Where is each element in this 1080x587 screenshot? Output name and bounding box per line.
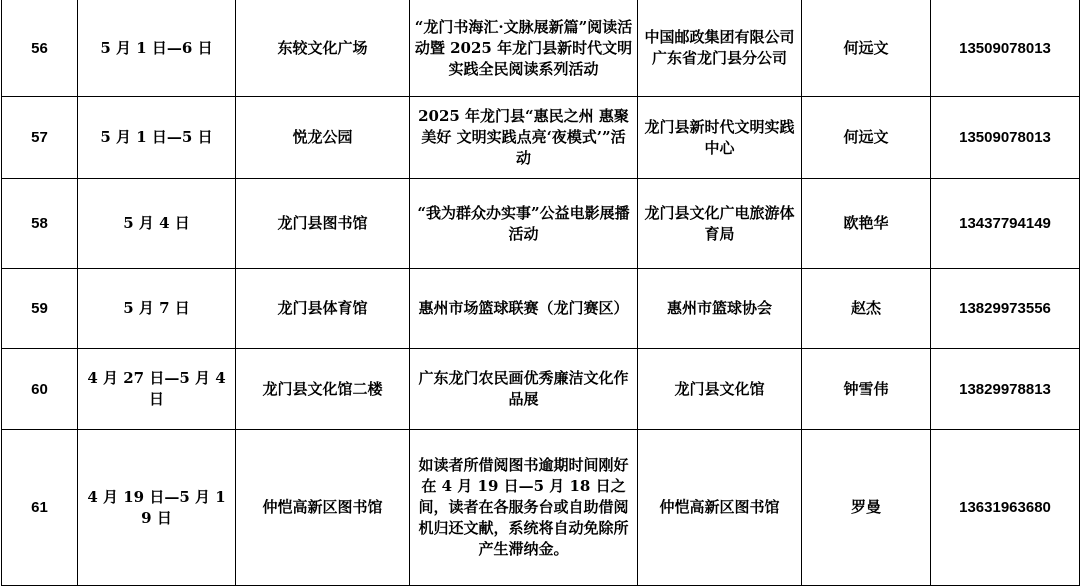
activity-content: 如读者所借阅图书逾期时间刚好在 4 月 19 日—5 月 18 日之间，读者在各服务台或自助借阅机归还文献，系统将自动免除所产生滞纳金。 [410, 430, 638, 586]
organizer: 仲恺高新区图书馆 [638, 430, 802, 586]
contact-phone: 13829973556 [931, 269, 1080, 349]
row-number: 58 [2, 179, 78, 269]
row-number: 57 [2, 97, 78, 179]
contact-phone: 13631963680 [931, 430, 1080, 586]
table-row [2, 269, 1080, 349]
activity-content: 惠州市场篮球联赛（龙门赛区） [410, 269, 638, 349]
contact-phone: 13509078013 [931, 97, 1080, 179]
activity-content: “龙门书海汇·文脉展新篇”阅读活动暨 2025 年龙门县新时代文明实践全民阅读系列活动 [410, 0, 638, 97]
activity-date: 5 月 7 日 [78, 269, 236, 349]
activity-table [1, 0, 1080, 586]
contact-person: 欧艳华 [802, 179, 931, 269]
activity-content: 广东龙门农民画优秀廉洁文化作品展 [410, 349, 638, 430]
contact-phone: 13437794149 [931, 179, 1080, 269]
organizer: 龙门县文化广电旅游体育局 [638, 179, 802, 269]
table-row [2, 0, 1080, 97]
activity-date: 4 月 27 日—5 月 4 日 [78, 349, 236, 430]
organizer: 中国邮政集团有限公司广东省龙门县分公司 [638, 0, 802, 97]
contact-person: 何远文 [802, 0, 931, 97]
activity-location: 龙门县图书馆 [236, 179, 410, 269]
table-row [2, 349, 1080, 430]
contact-person: 赵杰 [802, 269, 931, 349]
activity-content: “我为群众办实事”公益电影展播活动 [410, 179, 638, 269]
organizer: 惠州市篮球协会 [638, 269, 802, 349]
activity-date: 5 月 1 日—6 日 [78, 0, 236, 97]
activity-location: 东较文化广场 [236, 0, 410, 97]
activity-location: 龙门县文化馆二楼 [236, 349, 410, 430]
table-row [2, 179, 1080, 269]
activity-date: 4 月 19 日—5 月 19 日 [78, 430, 236, 586]
contact-phone: 13829978813 [931, 349, 1080, 430]
row-number: 60 [2, 349, 78, 430]
row-number: 61 [2, 430, 78, 586]
activity-location: 悦龙公园 [236, 97, 410, 179]
organizer: 龙门县文化馆 [638, 349, 802, 430]
table-row [2, 97, 1080, 179]
activity-location: 龙门县体育馆 [236, 269, 410, 349]
activity-date: 5 月 1 日—5 日 [78, 97, 236, 179]
table-row [2, 430, 1080, 586]
organizer: 龙门县新时代文明实践中心 [638, 97, 802, 179]
activity-location: 仲恺高新区图书馆 [236, 430, 410, 586]
contact-person: 罗曼 [802, 430, 931, 586]
activity-content: 2025 年龙门县“惠民之州 惠聚美好 文明实践点亮‘夜模式’”活动 [410, 97, 638, 179]
activity-date: 5 月 4 日 [78, 179, 236, 269]
contact-person: 何远文 [802, 97, 931, 179]
contact-person: 钟雪伟 [802, 349, 931, 430]
row-number: 59 [2, 269, 78, 349]
row-number: 56 [2, 0, 78, 97]
contact-phone: 13509078013 [931, 0, 1080, 97]
